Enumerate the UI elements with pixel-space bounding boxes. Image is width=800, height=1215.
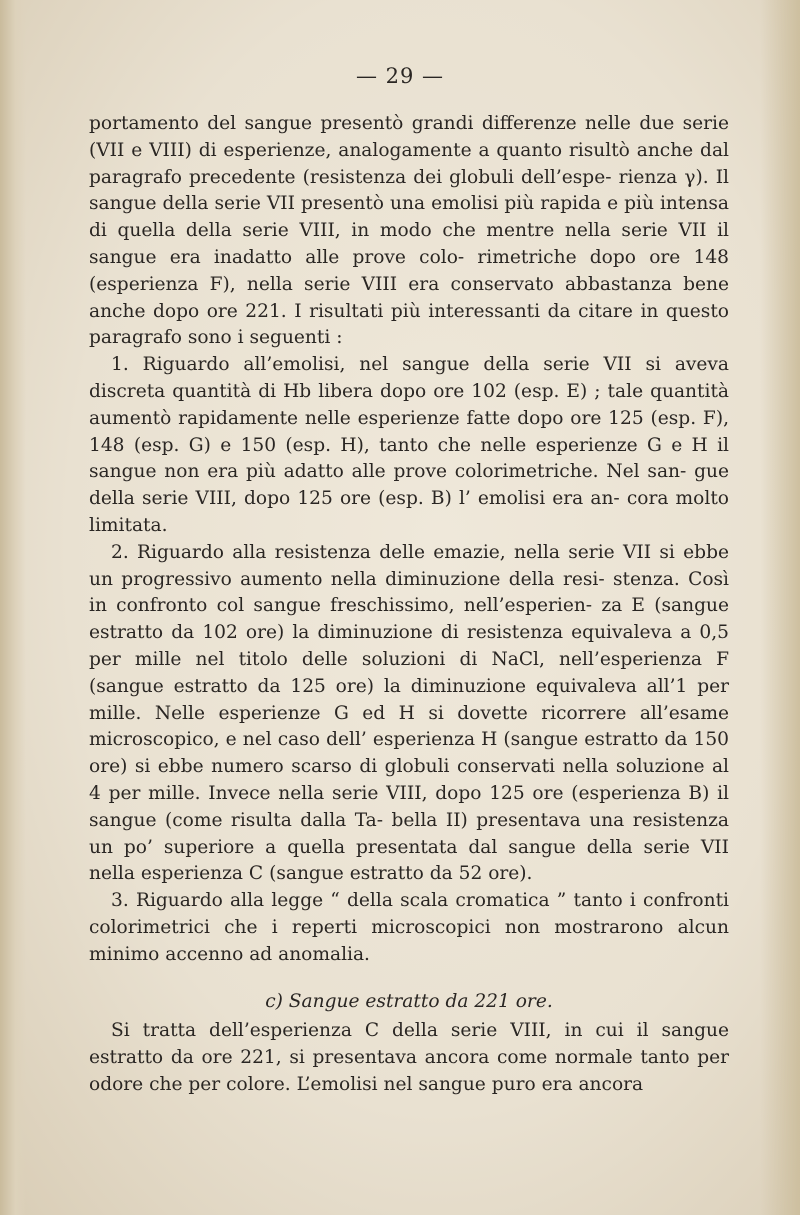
paragraph-point-1: 1. Riguardo all’emolisi, nel sangue della serie VII si aveva discreta quantità di Hb libera dopo ore 102 (esp. E) ; tale quantità aumentò rapidamente nelle esperienze fatte dopo ore 125 (esp. F), 148 (esp. G) e 150 (esp. H), tanto che nelle esperienze G e H il sangue non era più adatto alle prove colorimetriche. Nel san- gue della serie VIII, dopo 125 ore (esp. B) l’ emolisi era an- cora molto limitata. [89, 354, 729, 536]
paragraph-point-2: 2. Riguardo alla resistenza delle emazie, nella serie VII si ebbe un progressivo aumento nella diminuzione della resi- stenza. Così in confronto col sangue freschissimo, nell’esperien- za E (sangue estratto da 102 ore) la diminuzione di resistenza equivaleva a 0,5 per mille nel titolo delle soluzioni di NaCl, nell’esperienza F (sangue estratto da 125 ore) la diminuzione equivaleva all’1 per mille. Nelle esperienze G ed H si dovette ricorrere all’esame microscopico, e nel caso dell’ esperienza H (sangue estratto da 150 ore) si ebbe numero scarso di globuli conservati nella soluzione al 4 per mille. Invece nella serie VIII, dopo 125 ore (esperienza B) il sangue (come risulta dalla Ta- bella II) presentava una resistenza un po’ superiore a quella presentata dal sangue della serie VII nella esperienza C (sangue estratto da 52 ore). [89, 541, 729, 885]
body-text [89, 111, 729, 1099]
paragraph-point-3: 3. Riguardo alla legge “ della scala cromatica ” tanto i confronti colorimetrici che i reperti microscopici non mostrarono alcun minimo accenno ad anomalia. [89, 890, 729, 965]
section-heading: c) Sangue estratto da 221 ore. [265, 990, 553, 1012]
page-edge-right [760, 0, 800, 1215]
paragraph-section-c: Si tratta dell’esperienza C della serie VIII, in cui il sangue estratto da ore 221, si presentava ancora come normale tanto per odore che per colore. L’emolisi nel sangue puro era ancora [89, 1020, 729, 1095]
page-edge-left [0, 0, 26, 1215]
page-number: — 29 — [355, 64, 445, 88]
paragraph-intro: portamento del sangue presentò grandi differenze nelle due serie (VII e VIII) di esperienze, analogamente a quanto risultò anche dal paragrafo precedente (resistenza dei globuli dell’espe- rienza γ). Il sangue della serie VII presentò una emolisi più rapida e più intensa di quella della serie VIII, in modo che mentre nella serie VII il sangue era inadatto alle prove colo- rimetriche dopo ore 148 (esperienza F), nella serie VIII era conservato abbastanza bene anche dopo ore 221. I risultati più interessanti da citare in questo paragrafo sono i seguenti : [89, 113, 729, 349]
